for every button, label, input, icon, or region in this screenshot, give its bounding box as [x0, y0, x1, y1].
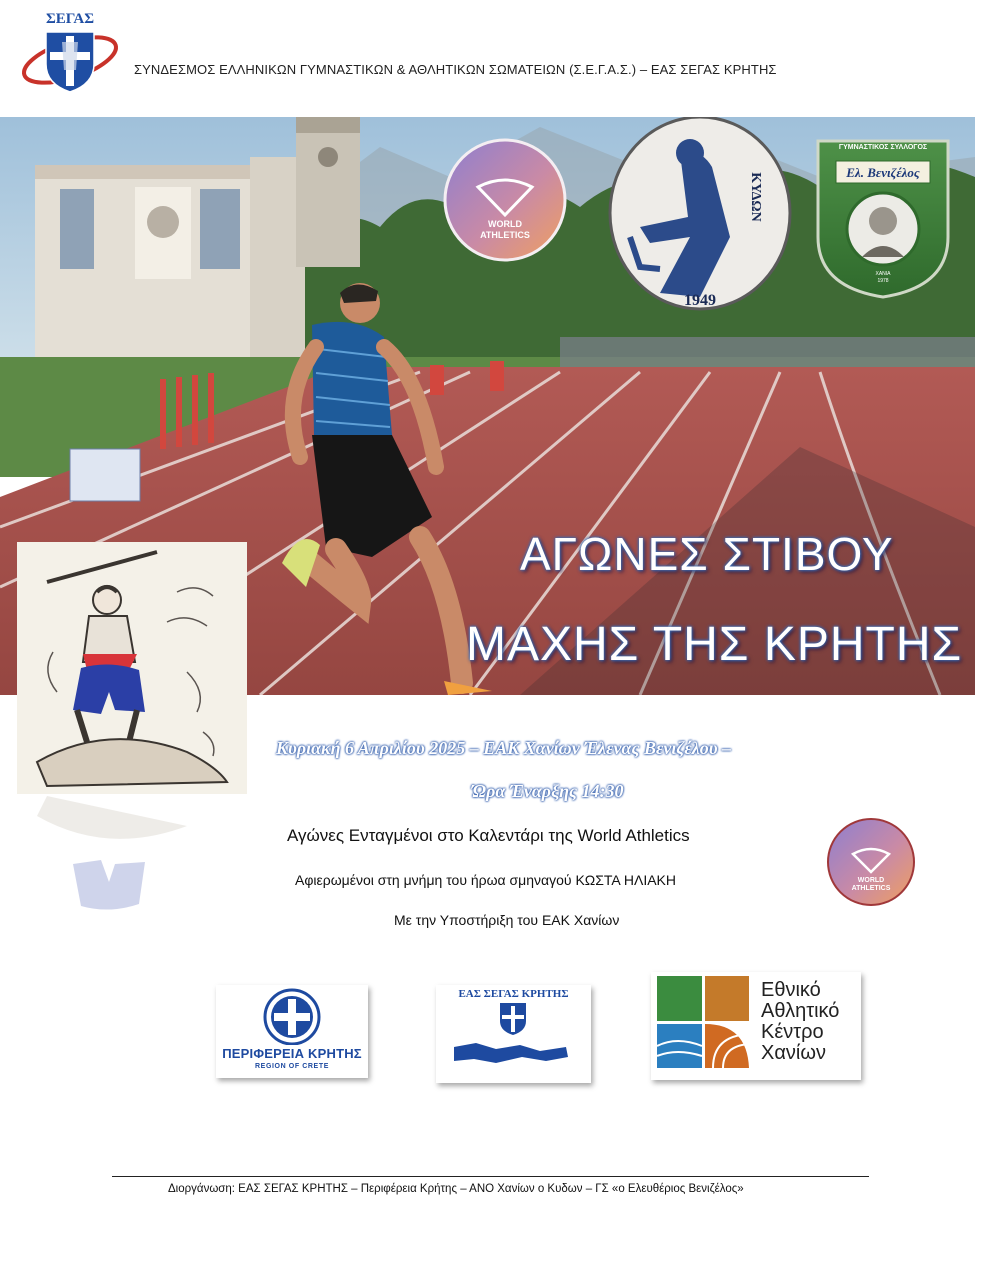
svg-text:ATHLETICS: ATHLETICS: [480, 230, 530, 240]
world-athletics-calendar-note: Αγώνες Ενταγμένοι στο Καλεντάρι της World Athletics: [287, 826, 690, 845]
world-athletics-badge-small: [825, 816, 917, 908]
eak-name: Εθνικό Αθλητικό Κέντρο Χανίων: [761, 979, 840, 1064]
footer-divider: [112, 1176, 869, 1177]
organization-header: ΣΥΝΔΕΣΜΟΣ ΕΛΛΗΝΙΚΩΝ ΓΥΜΝΑΣΤΙΚΩΝ & ΑΘΛΗΤΙΚΩΝ ΣΩΜΑΤΕΙΩΝ (Σ.Ε.Γ.Α.Σ.) – ΕΑΣ ΣΕΓΑΣ ΚΡΗΤΗΣ: [134, 62, 777, 77]
support-note: Με την Υποστήριξη του ΕΑΚ Χανίων: [394, 912, 620, 928]
region-name: ΠΕΡΙΦΕΡΕΙΑ ΚΡΗΤΗΣ: [222, 1046, 362, 1061]
dedication-note: Αφιερωμένοι στη μνήμη του ήρωα σμηναγού ΚΩΣΤΑ ΗΛΙΑΚΗ: [295, 872, 677, 888]
event-title-line2: ΜΑΧΗΣ ΤΗΣ ΚΡΗΤΗΣ: [466, 618, 963, 671]
eak-chania-logo: [651, 972, 861, 1080]
venizelos-club-shield: [818, 141, 948, 297]
svg-text:ΓΥΜΝΑΣΤΙΚΟΣ ΣΥΛΛΟΓΟΣ: ΓΥΜΝΑΣΤΙΚΟΣ ΣΥΛΛΟΓΟΣ: [838, 144, 928, 151]
eas-name: ΕΑΣ ΣΕΓΑΣ ΚΡΗΤΗΣ: [458, 988, 569, 1000]
svg-text:1978: 1978: [877, 278, 889, 284]
cretan-warrior-sketch: [17, 542, 247, 794]
organizers-footer: Διοργάνωση: ΕΑΣ ΣΕΓΑΣ ΚΡΗΤΗΣ – Περιφέρεια Κρήτης – ΑΝΟ Χανίων ο Κυδων – ΓΣ «ο Ελευθέριος Βενιζέλος»: [168, 1183, 744, 1195]
world-athletics-badge-large: [445, 140, 565, 260]
region-name-english: REGION OF CRETE: [255, 1063, 329, 1070]
svg-text:Ελ. Βενιζέλος: Ελ. Βενιζέλος: [846, 165, 920, 180]
eas-segas-crete-logo: [436, 985, 591, 1083]
svg-text:ΣΕΓΑΣ: ΣΕΓΑΣ: [45, 11, 95, 27]
segas-seal-logo: [18, 8, 122, 94]
region-of-crete-logo: [216, 985, 368, 1078]
event-title-line1: ΑΓΩΝΕΣ ΣΤΙΒΟΥ: [520, 528, 894, 580]
svg-text:ATHLETICS: ATHLETICS: [851, 885, 891, 892]
svg-text:1949: 1949: [684, 292, 716, 309]
svg-text:ΚΥΔΩΝ: ΚΥΔΩΝ: [748, 172, 763, 222]
sketch-reflection: [17, 796, 247, 926]
event-start-time: Ώρα Έναρξης 14:30: [472, 781, 624, 801]
event-date-venue: Κυριακή 6 Απριλίου 2025 – ΕΑΚ Χανίων Έλενας Βενιζέλου –: [276, 738, 732, 758]
kydon-club-medal: [610, 117, 790, 309]
svg-text:WORLD: WORLD: [857, 877, 885, 884]
svg-text:ΧΑΝΙΑ: ΧΑΝΙΑ: [875, 271, 891, 277]
svg-text:WORLD: WORLD: [488, 219, 522, 229]
